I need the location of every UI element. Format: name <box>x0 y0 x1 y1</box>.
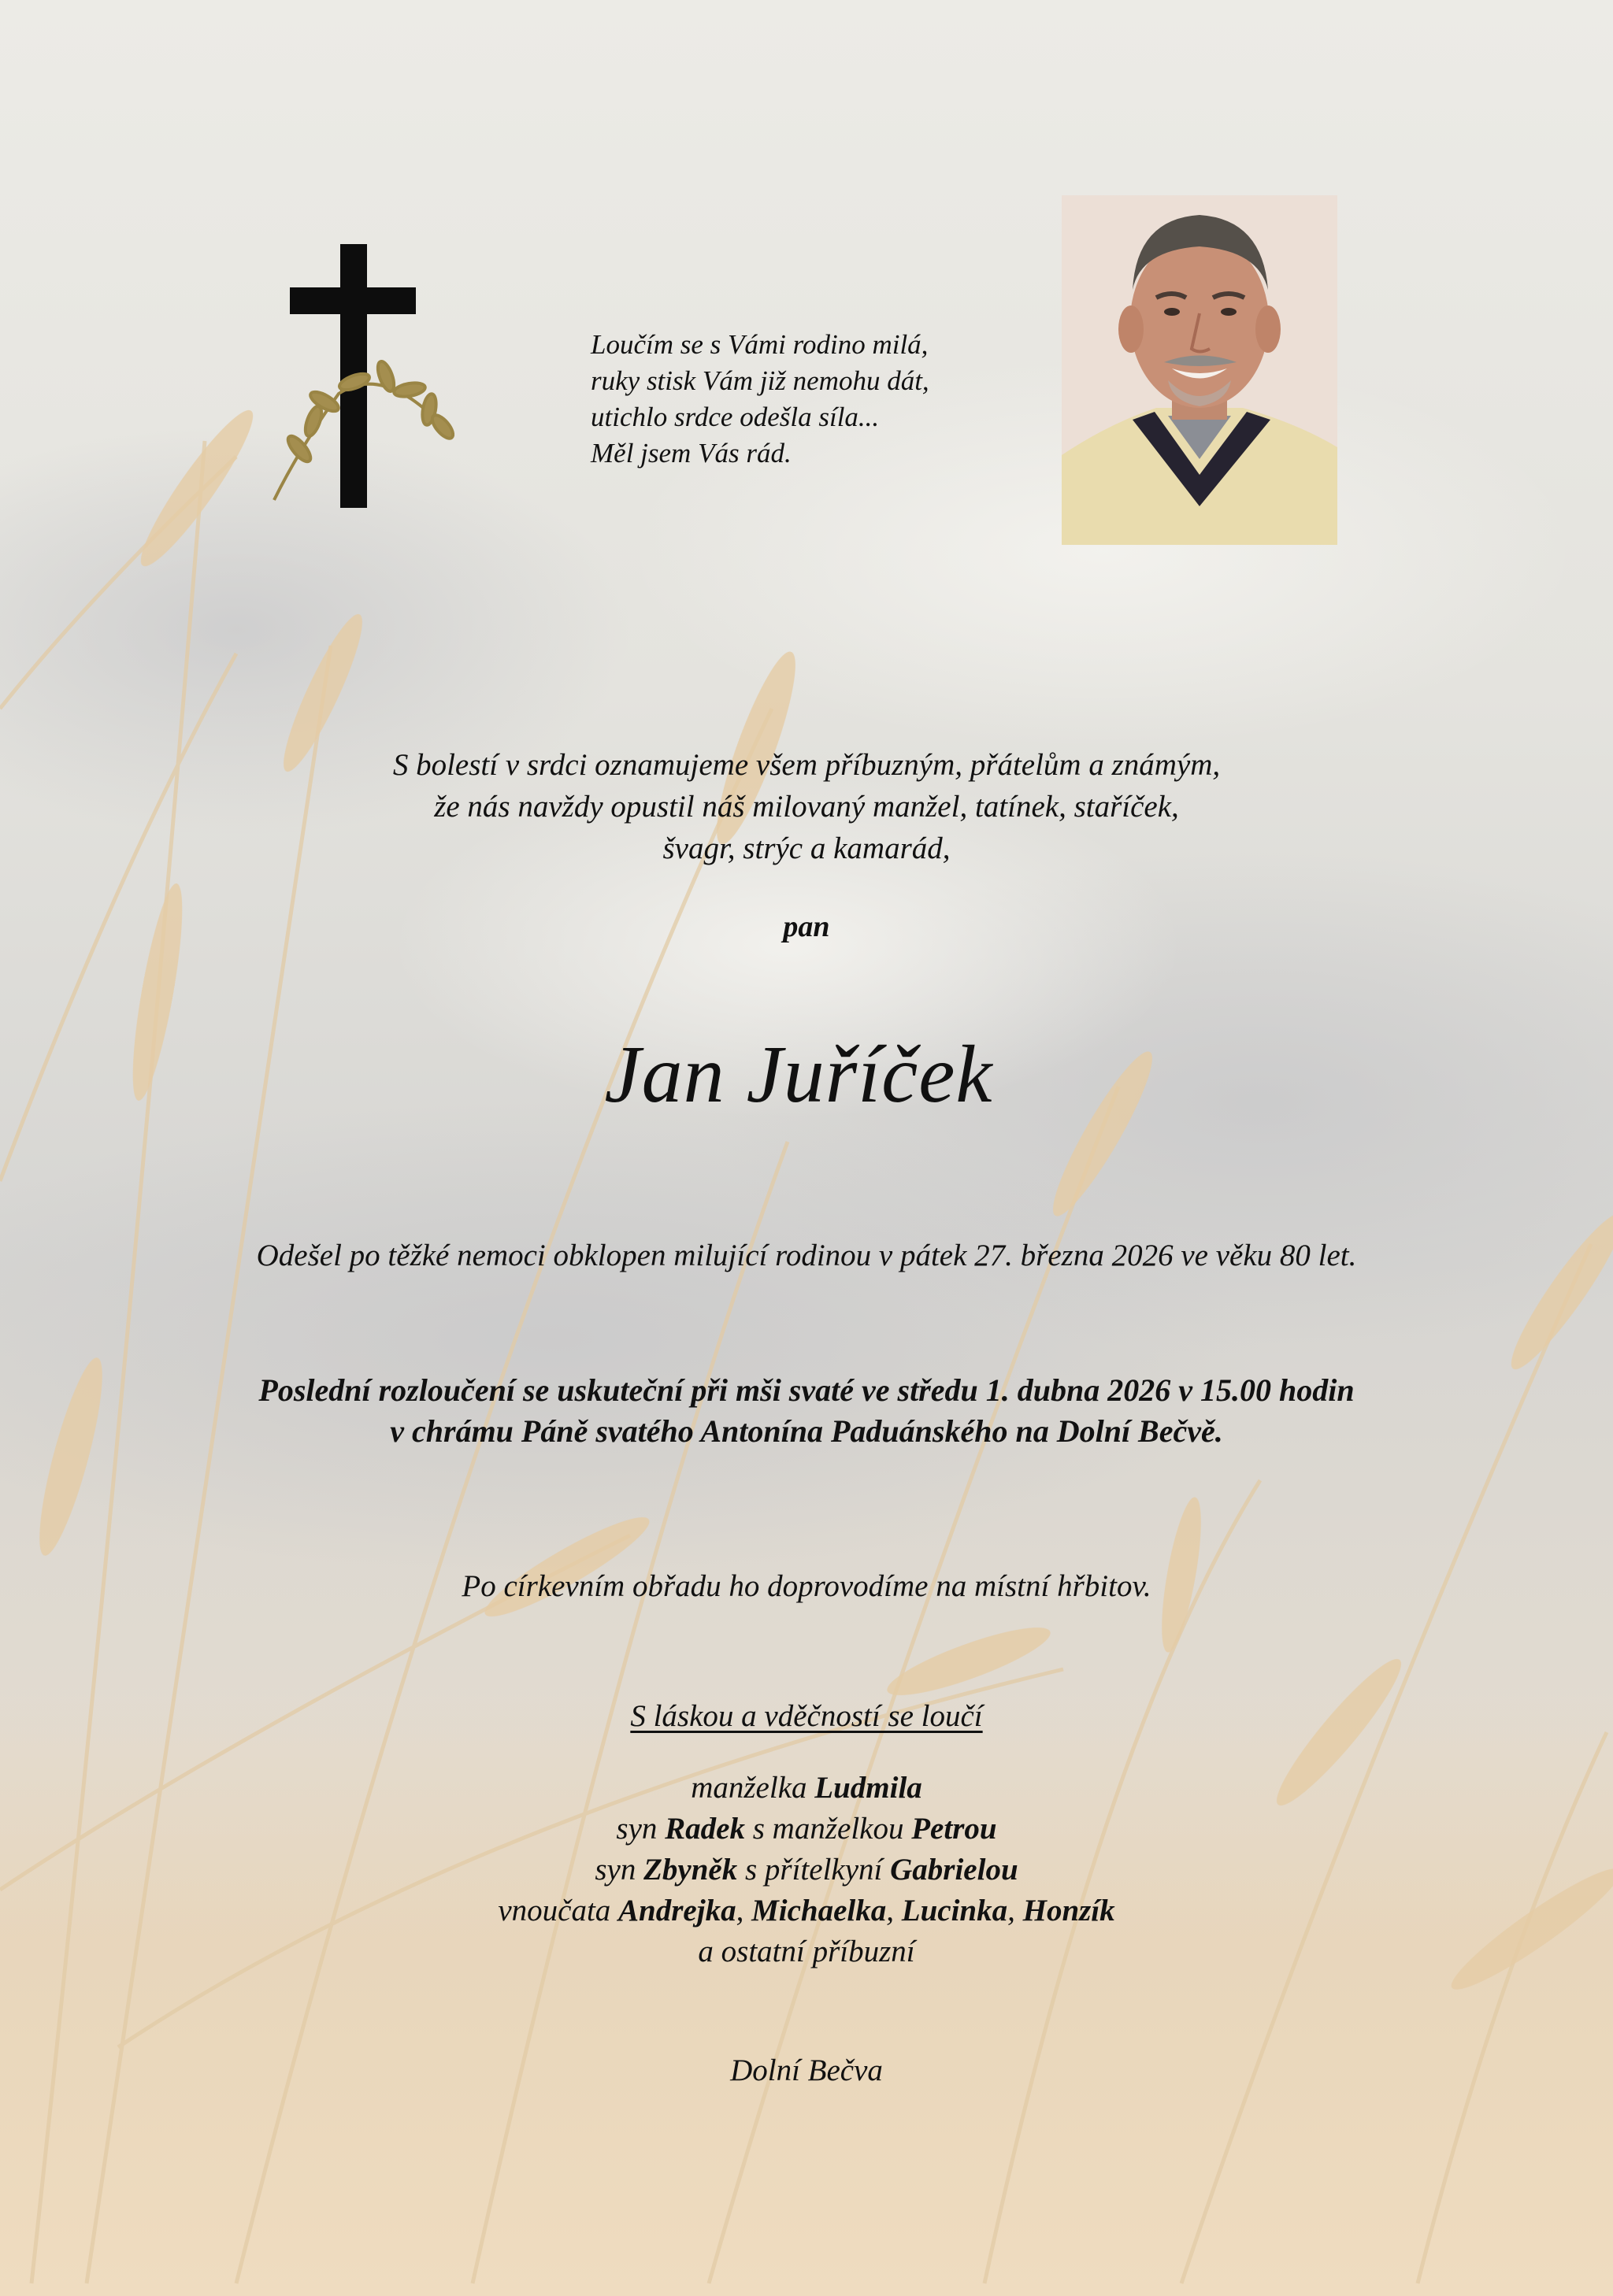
mourner-line <box>0 1850 1613 1890</box>
cross-icon <box>268 244 465 512</box>
mourner-relation: s přítelkyní <box>737 1853 891 1887</box>
death-notice <box>0 1236 1613 1276</box>
mourner-relation: manželka <box>691 1771 815 1805</box>
mourners-list <box>0 1768 1613 1972</box>
mourner-relation: syn <box>595 1853 644 1887</box>
announcement-line: že nás navždy opustil náš milovaný manžel, tatínek, staříček, <box>434 790 1179 824</box>
burial-info <box>0 1567 1613 1606</box>
mourner-relation: syn <box>616 1812 666 1846</box>
mourner-relation: vnoučata <box>498 1894 619 1928</box>
mourner-line <box>0 1931 1613 1972</box>
announcement-line: švagr, strýc a kamarád, <box>662 831 951 865</box>
mourner-name: Gabrielou <box>890 1853 1018 1887</box>
deceased-name: Jan Juříček <box>604 1029 993 1120</box>
honorific: pan <box>783 910 830 943</box>
mourner-name: Zbyněk <box>643 1853 738 1887</box>
farewell-heading-text: S láskou a vděčností se loučí <box>630 1699 983 1733</box>
ceremony-info <box>0 1370 1613 1452</box>
place-name: Dolní Bečva <box>730 2053 883 2087</box>
farewell-verse <box>591 327 1032 472</box>
mourner-name: Honzík <box>1022 1894 1115 1928</box>
verse-line: utichlo srdce odešla síla... <box>591 402 880 432</box>
mourner-line <box>0 1768 1613 1809</box>
ceremony-line: v chrámu Páně svatého Antonína Paduánského na Dolní Bečvě. <box>390 1413 1223 1449</box>
mourner-relation: s manželkou <box>745 1812 912 1846</box>
verse-line: ruky stisk Vám již nemohu dát, <box>591 365 929 396</box>
announcement-line: S bolestí v srdci oznamujeme všem příbuzným, přátelům a známým, <box>392 748 1221 782</box>
mourner-relation: , <box>886 1894 902 1928</box>
mourner-line <box>0 1890 1613 1931</box>
mourner-relation: , <box>736 1894 752 1928</box>
death-line: Odešel po těžké nemoci obklopen milující rodinou v pátek 27. března 2026 ve věku 80 let. <box>256 1239 1357 1272</box>
mourner-name: Ludmila <box>814 1771 922 1805</box>
mourner-relation: , <box>1007 1894 1023 1928</box>
mourner-relation: a ostatní příbuzní <box>698 1935 915 1968</box>
burial-line: Po církevním obřadu ho doprovodíme na místní hřbitov. <box>462 1569 1151 1603</box>
mourner-name: Radek <box>665 1812 745 1846</box>
mourner-name: Michaelka <box>751 1894 887 1928</box>
announcement-text <box>0 744 1613 869</box>
mourner-line <box>0 1809 1613 1850</box>
verse-line: Měl jsem Vás rád. <box>591 438 792 468</box>
verse-line: Loučím se s Vámi rodino milá, <box>591 329 929 360</box>
mourner-name: Lucinka <box>901 1894 1008 1928</box>
mourner-name: Andrejka <box>618 1894 736 1928</box>
farewell-heading <box>0 1697 1613 1736</box>
mourner-name: Petrou <box>911 1812 997 1846</box>
ceremony-line: Poslední rozloučení se uskuteční při mši svaté ve středu 1. dubna 2026 v 15.00 hodin <box>258 1372 1355 1408</box>
portrait-photo <box>1062 195 1337 545</box>
